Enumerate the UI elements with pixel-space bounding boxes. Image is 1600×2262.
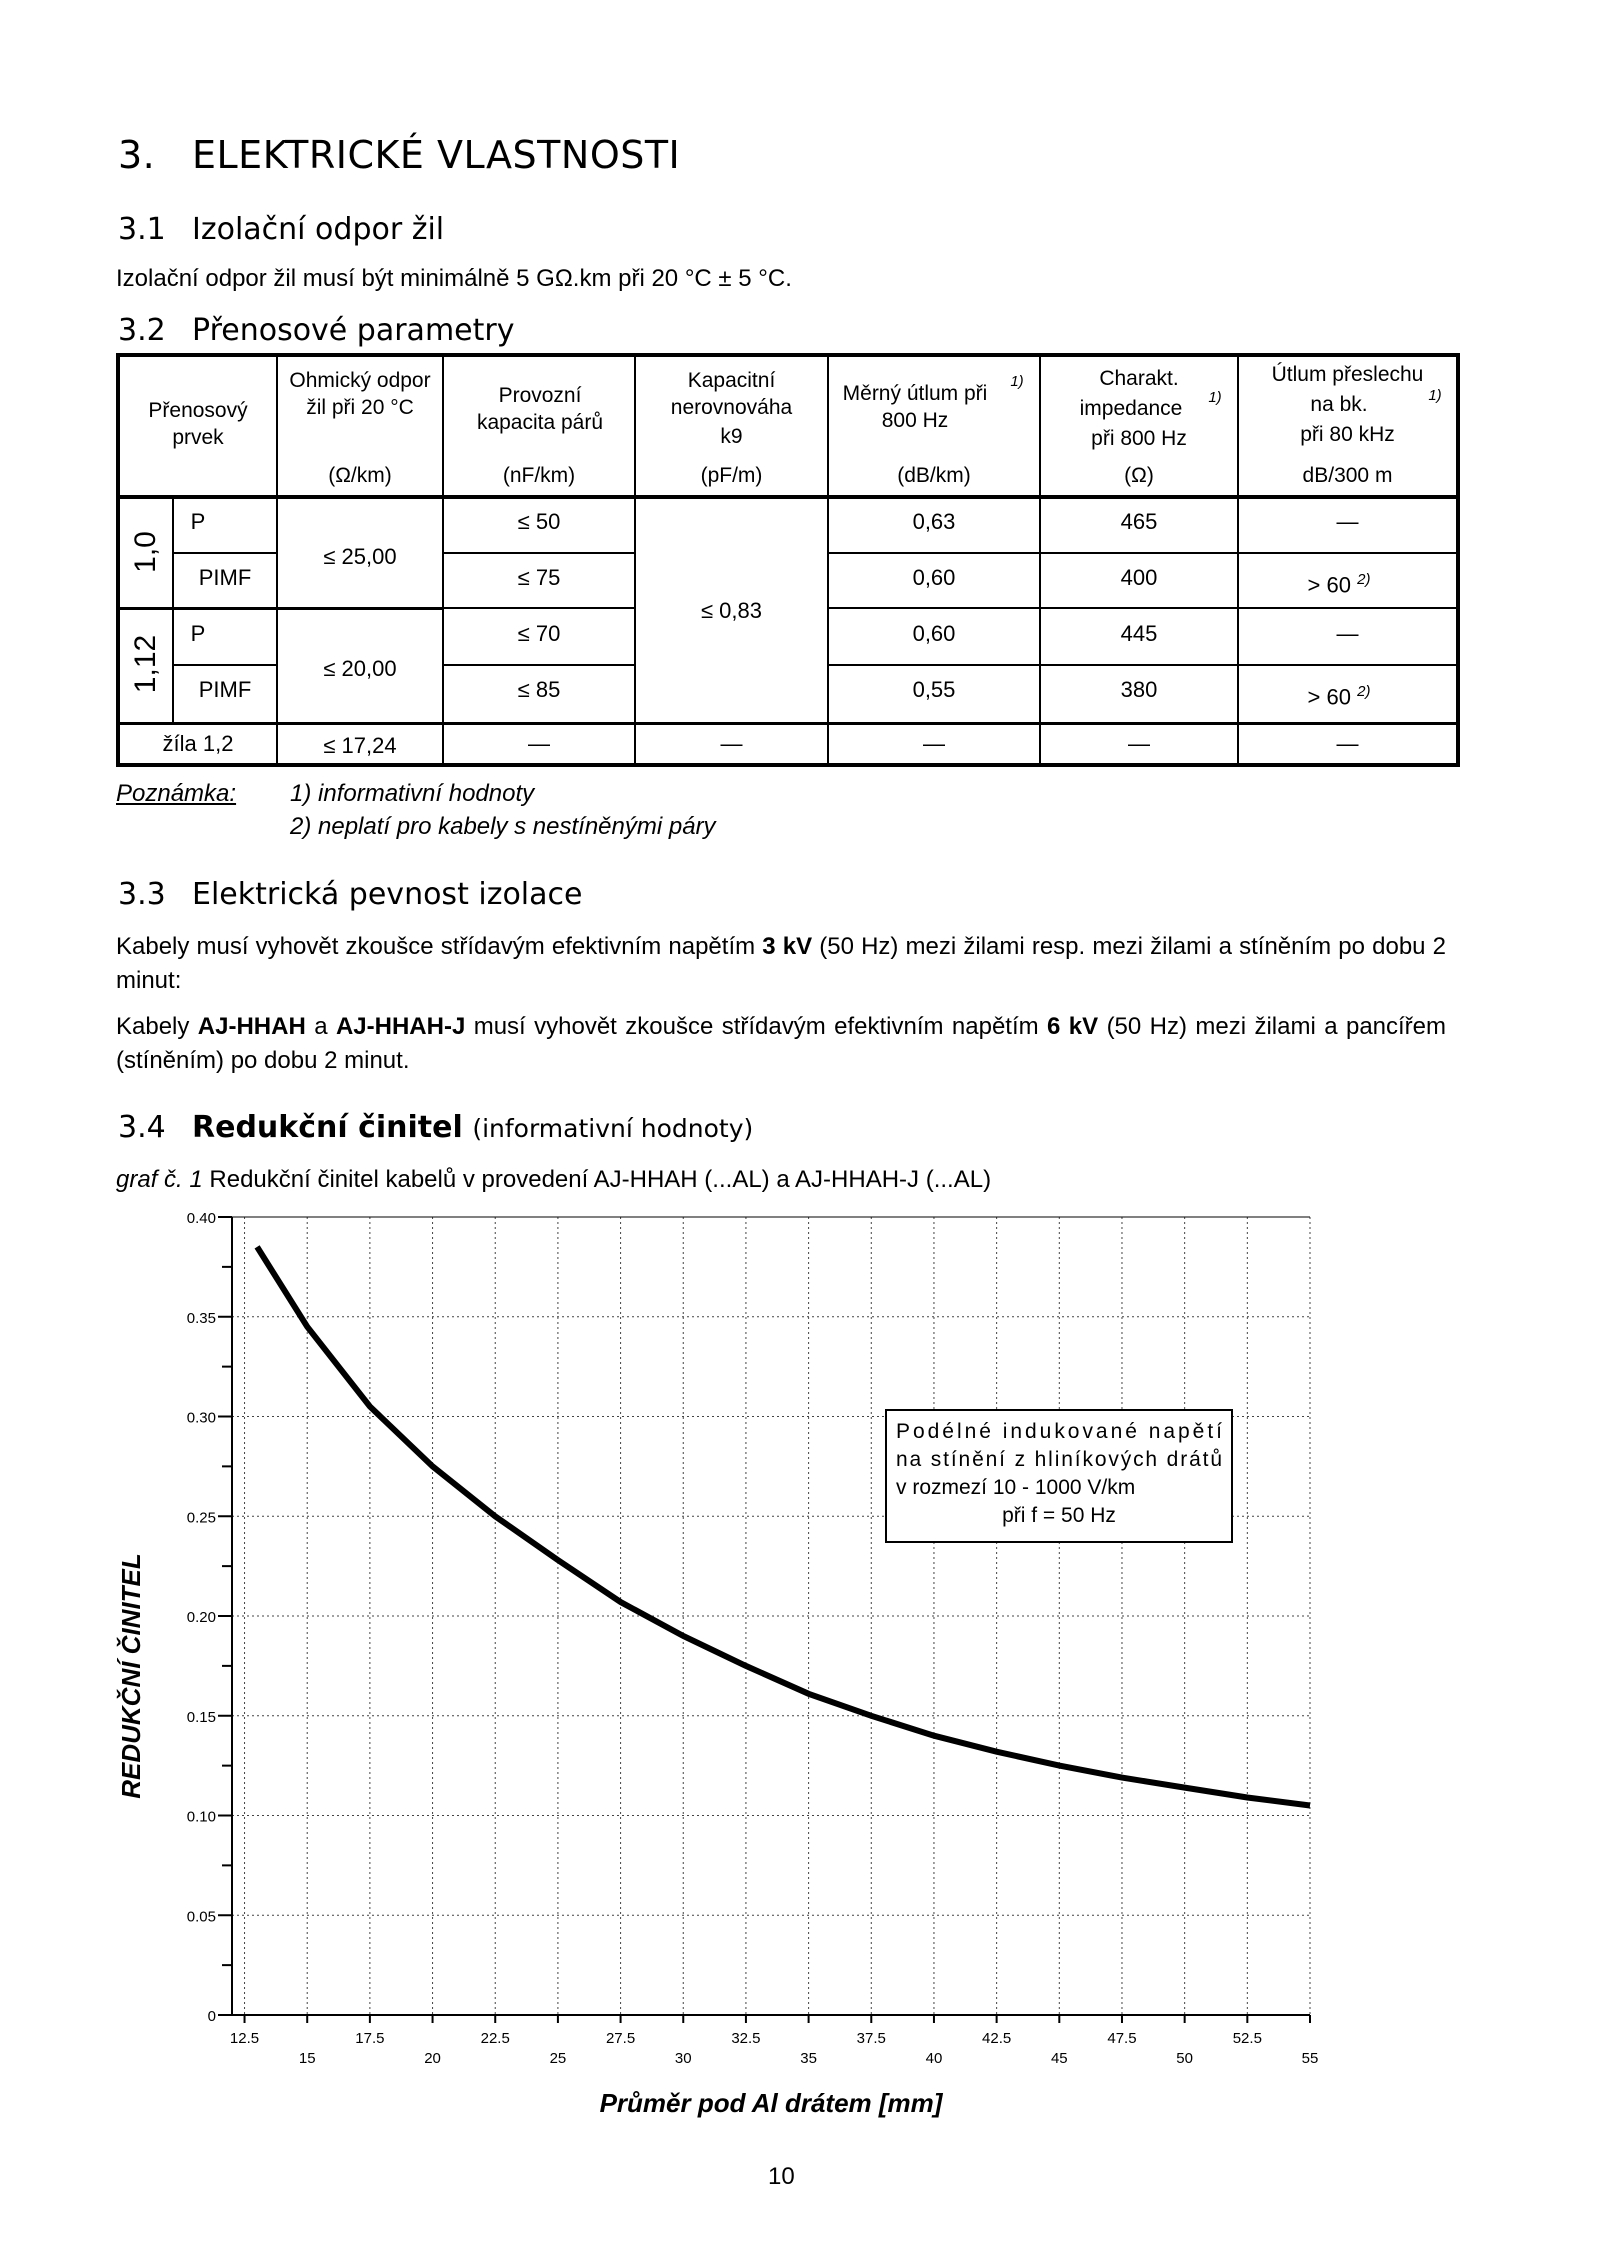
x-tick-label: 50 — [1176, 2050, 1193, 2067]
x-tick-label: 55 — [1301, 2050, 1319, 2067]
header-nerovnovaha: Kapacitní nerovnováha — [670, 369, 793, 419]
header-preslech-c: při 80 kHz — [1300, 423, 1395, 446]
header-nerovnovaha-unit: (pF/m) — [700, 464, 763, 487]
chart-caption: graf č. 1 Redukční činitel kabelů v provedení AJ-HHAH (...AL) a AJ-HHAH-J (...AL) — [116, 1166, 992, 1193]
subsection-3-4-heading: 3.4 Redukční činitel (informativní hodnoty) — [118, 1110, 754, 1145]
row4-impedance: 380 — [1120, 677, 1158, 702]
chart-tick-labels — [187, 1210, 1319, 2067]
row3-kapacita: ≤ 70 — [517, 621, 561, 646]
row2-preslech: > 60 $^{2)}$ — [1307, 571, 1371, 598]
header-utlum-unit: (dB/km) — [897, 464, 971, 487]
last-row-odpor: ≤ 17,24 — [323, 733, 397, 758]
last-row-preslech: — — [1336, 731, 1359, 756]
y-tick-label: 0.40 — [186, 1210, 216, 1227]
header-impedance-a: Charakt. — [1099, 367, 1179, 390]
x-tick-label: 40 — [925, 2050, 943, 2067]
last-row-impedance: — — [1128, 731, 1150, 756]
x-tick-label: 52.5 — [1232, 2030, 1262, 2047]
x-tick-label: 35 — [800, 2050, 817, 2067]
row2-impedance: 400 — [1120, 565, 1158, 590]
row4-preslech: > 60 $^{2)}$ — [1307, 683, 1371, 710]
chart-grid — [232, 1217, 1310, 2015]
row4-prvek: PIMF — [198, 677, 252, 702]
x-tick-label: 12.5 — [229, 2030, 260, 2047]
header-impedance-note: 1) — [1208, 389, 1222, 406]
last-row-prvek: žíla 1,2 — [162, 731, 234, 756]
y-tick-label: 0.15 — [186, 1708, 216, 1726]
x-tick-label: 22.5 — [480, 2030, 510, 2047]
dielectric-text-2: Kabely AJ-HHAH a AJ-HHAH-J musí vyhovět zkoušce střídavým efektivním napětím 6 kV (50 Hz) mezi žilami a pancířem (stíněním) po dobu 2 minut. — [116, 1013, 1447, 1074]
header-utlum-note: 1) — [1010, 373, 1024, 390]
row1-kapacita: ≤ 50 — [517, 509, 561, 534]
x-tick-label: 15 — [298, 2050, 316, 2067]
note-2: 2) neplatí pro kabely s nestíněnými páry — [290, 813, 716, 840]
last-row-kapacita: — — [528, 731, 550, 756]
x-tick-label: 45 — [1050, 2050, 1068, 2067]
note-1: 1) informativní hodnoty — [290, 780, 535, 807]
section-heading: 3. ELEKTRICKÉ VLASTNOSTI — [118, 133, 681, 177]
header-impedance-c: při 800 Hz — [1091, 427, 1187, 450]
y-tick-label: 0.05 — [186, 1908, 216, 1926]
header-preslech-note: 1) — [1428, 387, 1442, 404]
last-row-nerovnovaha: — — [720, 731, 743, 756]
y-tick-label: 0.35 — [186, 1309, 216, 1327]
nerovnovaha-value: ≤ 0,83 — [700, 598, 762, 623]
header-odpor-unit: (Ω/km) — [328, 464, 392, 487]
row1-impedance: 465 — [1120, 509, 1158, 534]
header-preslech-a: Útlum přeslechu — [1271, 363, 1424, 386]
header-impedance-b: impedance — [1079, 397, 1183, 420]
subsection-3-2-heading: 3.2 Přenosové parametry — [118, 313, 515, 348]
annotation-line: na stínění z hliníkových drátů — [896, 1448, 1222, 1471]
x-tick-label: 20 — [424, 2050, 441, 2067]
y-tick-label: 0.20 — [186, 1609, 216, 1626]
row3-prvek: P — [190, 621, 206, 646]
row2-prvek: PIMF — [198, 565, 252, 590]
group-1-12-label: 1,12 — [129, 634, 162, 694]
row1-preslech: — — [1336, 509, 1359, 534]
row3-preslech: — — [1336, 621, 1359, 646]
y-tick-label: 0.10 — [186, 1808, 216, 1826]
header-impedance-unit: (Ω) — [1124, 464, 1154, 487]
y-axis-label: REDUKČNÍ ČINITEL — [116, 1553, 146, 1799]
y-tick-label: 0 — [207, 2008, 216, 2025]
x-tick-label: 47.5 — [1107, 2030, 1137, 2047]
header-kapacita: Provozní kapacita párů — [476, 384, 604, 434]
row1-prvek: P — [190, 509, 206, 534]
header-preslech-b: na bk. — [1310, 393, 1368, 416]
header-k9: k9 — [720, 425, 743, 448]
header-prvek: Přenosový prvek — [148, 399, 248, 449]
last-row-utlum: — — [923, 731, 945, 756]
x-axis-label: Průměr pod Al drátem [mm] — [599, 2088, 943, 2118]
x-tick-label: 32.5 — [731, 2030, 761, 2047]
subsection-3-1-heading: 3.1 Izolační odpor žil — [118, 212, 445, 247]
annotation-line: v rozmezí 10 - 1000 V/km — [896, 1476, 1136, 1499]
row1-utlum: 0,63 — [912, 509, 956, 534]
y-tick-label: 0.25 — [186, 1509, 216, 1527]
page-number: 10 — [768, 2163, 795, 2190]
annotation-line: Podélné indukované napětí — [896, 1420, 1222, 1443]
x-tick-label: 27.5 — [605, 2030, 636, 2047]
row4-utlum: 0,55 — [912, 677, 956, 702]
x-tick-label: 42.5 — [982, 2030, 1012, 2047]
header-odpor: Ohmický odpor žil při 20 °C — [289, 369, 431, 419]
dielectric-text-1: Kabely musí vyhovět zkoušce střídavým efektivním napětím 3 kV (50 Hz) mezi žilami resp. mezi žilami a stíněním po dobu 2 minut: — [116, 933, 1447, 994]
row4-kapacita: ≤ 85 — [517, 677, 561, 702]
subsection-3-3-heading: 3.3 Elektrická pevnost izolace — [118, 877, 583, 912]
chart-axes — [218, 1217, 1310, 2023]
header-preslech-unit: dB/300 m — [1302, 464, 1393, 487]
insulation-text: Izolační odpor žil musí být minimálně 5 GΩ.km při 20 °C ± 5 °C. — [116, 265, 792, 292]
row3-impedance: 445 — [1120, 621, 1158, 646]
annotation-line: při f = 50 Hz — [1002, 1504, 1116, 1527]
row2-utlum: 0,60 — [912, 565, 956, 590]
header-utlum: Měrný útlum při 800 Hz — [842, 382, 988, 432]
odpor-group1: ≤ 25,00 — [323, 544, 397, 569]
x-tick-label: 30 — [674, 2050, 692, 2067]
odpor-group2: ≤ 20,00 — [323, 656, 397, 681]
group-1-0-label: 1,0 — [129, 531, 162, 573]
note-label: Poznámka: — [116, 780, 237, 807]
x-tick-label: 25 — [549, 2050, 567, 2067]
x-tick-label: 37.5 — [856, 2030, 886, 2047]
row2-kapacita: ≤ 75 — [517, 565, 561, 590]
x-tick-label: 17.5 — [355, 2030, 385, 2047]
row3-utlum: 0,60 — [912, 621, 956, 646]
y-tick-label: 0.30 — [186, 1409, 216, 1427]
header-kapacita-unit: (nF/km) — [502, 464, 576, 487]
